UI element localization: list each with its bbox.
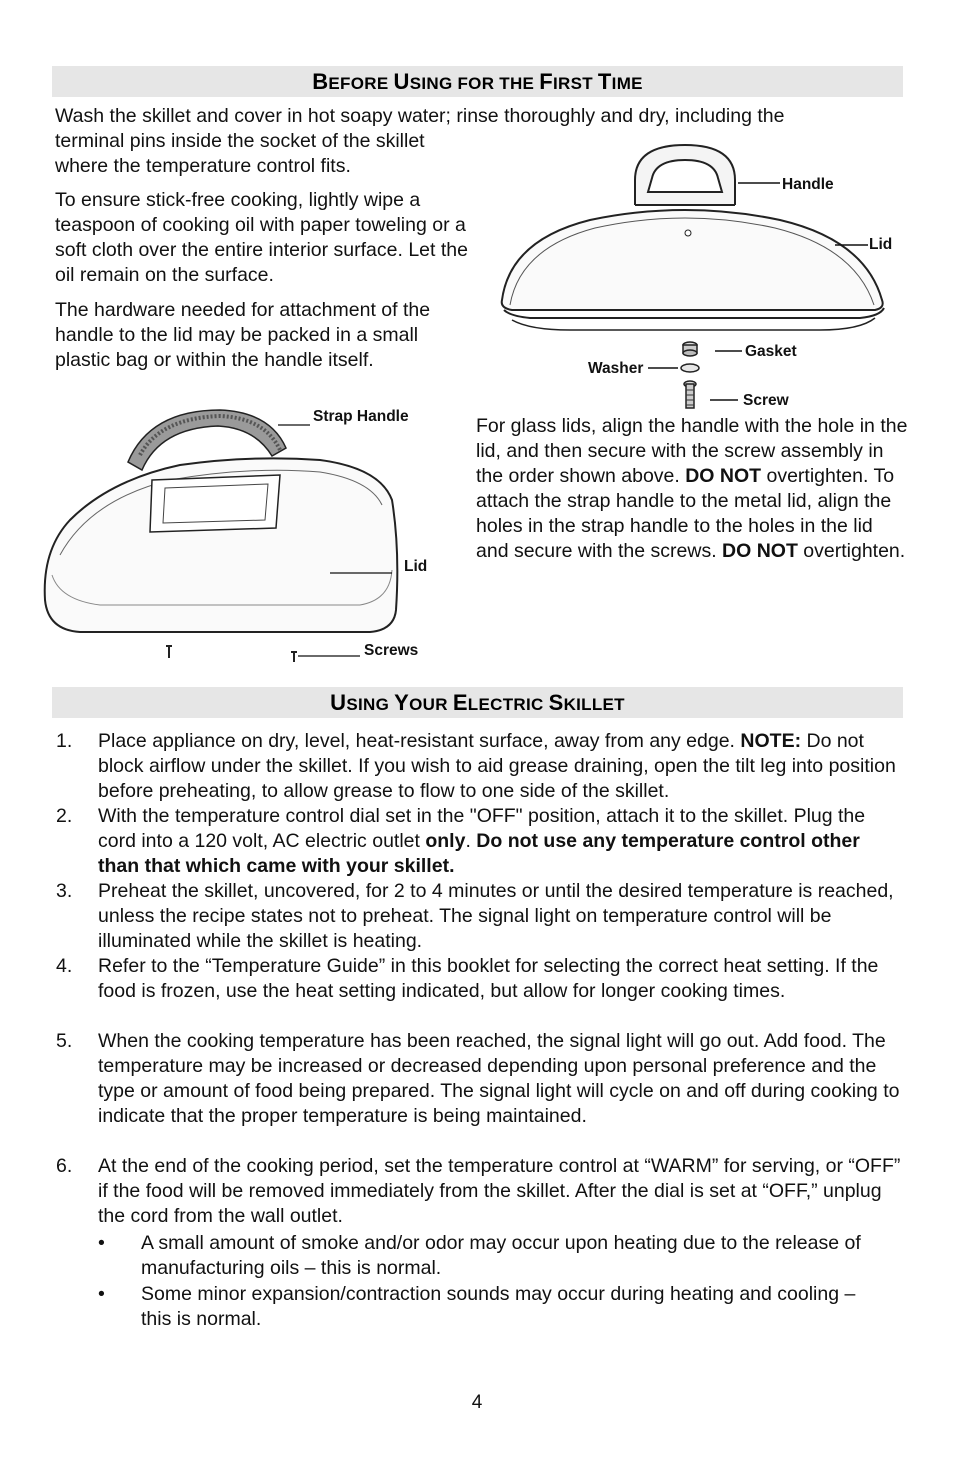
heading-rest: EFORE — [328, 74, 394, 93]
list-text: When the cooking temperature has been reached, the signal light will go out. Add food. The temperature may be increased or decreased depending upon personal preference and the type or amount of food being prepared. The signal light will cycle on and off during cooking to indicate that the proper temperature is being maintained. — [98, 1030, 900, 1127]
intro-line: Wash the skillet and cover in hot soapy water; rinse thoroughly and dry, including the — [55, 105, 785, 127]
label-screws: Screws — [364, 642, 419, 659]
bullet-item — [98, 1231, 888, 1281]
heading-rest: KILLET — [563, 695, 625, 714]
section-heading-using-skillet — [52, 687, 903, 718]
list-number: 5. — [56, 1030, 73, 1052]
bold-text: Do not use any temperature control other than that which came with your skillet. — [98, 830, 860, 877]
bullet-text: Some minor expansion/contraction sounds may occur during heating and cooling – this is normal. — [141, 1283, 856, 1330]
list-item — [56, 1029, 904, 1154]
heading-rest: LECTRIC — [467, 695, 549, 714]
glass-lid-paragraph — [476, 414, 908, 564]
label-gasket: Gasket — [745, 343, 797, 360]
list-number: 3. — [56, 880, 73, 902]
heading-cap: U — [393, 69, 410, 94]
text: With the temperature control dial set in the "OFF" position, attach it to the skillet. Plug the cord into a 120 volt, AC electric outlet — [98, 805, 866, 852]
text: overtighten. To attach the strap handle to the metal lid, align the holes in the strap handle to the holes in the lid and secure with the screws. — [476, 465, 895, 562]
list-text: Preheat the skillet, uncovered, for 2 to 4 minutes or until the desired temperature is reached, unless the recipe states not to preheat. The signal light on temperature control will be illuminated while the skillet is heating. — [98, 880, 894, 952]
hardware-paragraph: The hardware needed for attachment of the handle to the lid may be packed in a small plastic bag or within the handle itself. — [55, 299, 431, 371]
bold-text: DO NOT — [685, 465, 762, 487]
label-screw: Screw — [743, 392, 789, 409]
list-item — [56, 729, 904, 804]
heading-cap: B — [312, 69, 329, 94]
glass-lid-diagram — [490, 140, 900, 415]
text: For glass lids, align the handle with the hole in the lid, and then secure with the screw assembly in the order shown above. — [476, 415, 908, 487]
list-number: 4. — [56, 955, 73, 977]
intro-rest: terminal pins inside the socket of the skillet where the temperature control fits. — [55, 130, 425, 177]
list-item — [56, 954, 904, 1029]
bullet-item — [98, 1282, 888, 1332]
list-text: At the end of the cooking period, set the temperature control at “WARM” for serving, or “OFF” if the food will be removed immediately from the skillet. After the dial is set at “OFF,” unplug the cord from the wall outlet. — [98, 1155, 901, 1227]
text: overtighten. — [797, 540, 906, 562]
list-number: 2. — [56, 805, 73, 827]
heading-rest: SING — [346, 695, 395, 714]
heading-rest: IME — [611, 74, 643, 93]
label-washer: Washer — [588, 360, 644, 377]
page-number: 4 — [471, 1392, 483, 1413]
bold-text: NOTE: — [740, 730, 802, 752]
list-item — [56, 804, 904, 879]
list-text: Refer to the “Temperature Guide” in this booklet for selecting the correct heat setting. If the food is frozen, use the heat setting indicated, but allow for longer cooking times. — [98, 955, 879, 1002]
heading-cap: E — [452, 690, 468, 715]
list-number: 6. — [56, 1155, 73, 1177]
text: Place appliance on dry, level, heat-resistant surface, away from any edge. — [98, 730, 741, 752]
list-number: 1. — [56, 730, 73, 752]
metal-lid-diagram — [40, 400, 440, 670]
list-item — [56, 879, 904, 954]
text: Do not block airflow under the skillet. If you wish to aid grease draining, open the tilt leg into position before preheating, to allow grease to flow to one side of the skillet. — [98, 730, 896, 802]
label-lid-metal: Lid — [404, 558, 428, 575]
text: . — [465, 830, 477, 852]
heading-rest: SING FOR THE — [409, 74, 540, 93]
list-text — [98, 804, 904, 879]
heading-rest: OUR — [409, 695, 453, 714]
list-item — [56, 1154, 904, 1229]
bold-text: only — [425, 830, 466, 852]
bullet-text: A small amount of smoke and/or odor may occur upon heating due to the release of manufacturing oils – this is normal. — [141, 1232, 861, 1279]
heading-cap: T — [597, 69, 612, 94]
label-strap-handle: Strap Handle — [313, 408, 409, 425]
bold-text: DO NOT — [722, 540, 798, 562]
bullet-dot: • — [98, 1232, 105, 1254]
heading-cap: S — [548, 690, 564, 715]
label-handle: Handle — [782, 176, 834, 193]
bullet-dot: • — [98, 1283, 105, 1305]
heading-cap: U — [330, 690, 347, 715]
list-text — [98, 729, 904, 804]
section-heading-before-first-use — [52, 66, 903, 97]
heading-cap: Y — [394, 690, 410, 715]
heading-cap: F — [539, 69, 553, 94]
label-lid-glass: Lid — [869, 236, 893, 253]
oil-paragraph: To ensure stick-free cooking, lightly wipe a teaspoon of cooking oil with paper toweling or a soft cloth over the entire interior surface. Let the oil remain on the surface. — [55, 189, 468, 286]
heading-rest: IRST — [552, 74, 598, 93]
